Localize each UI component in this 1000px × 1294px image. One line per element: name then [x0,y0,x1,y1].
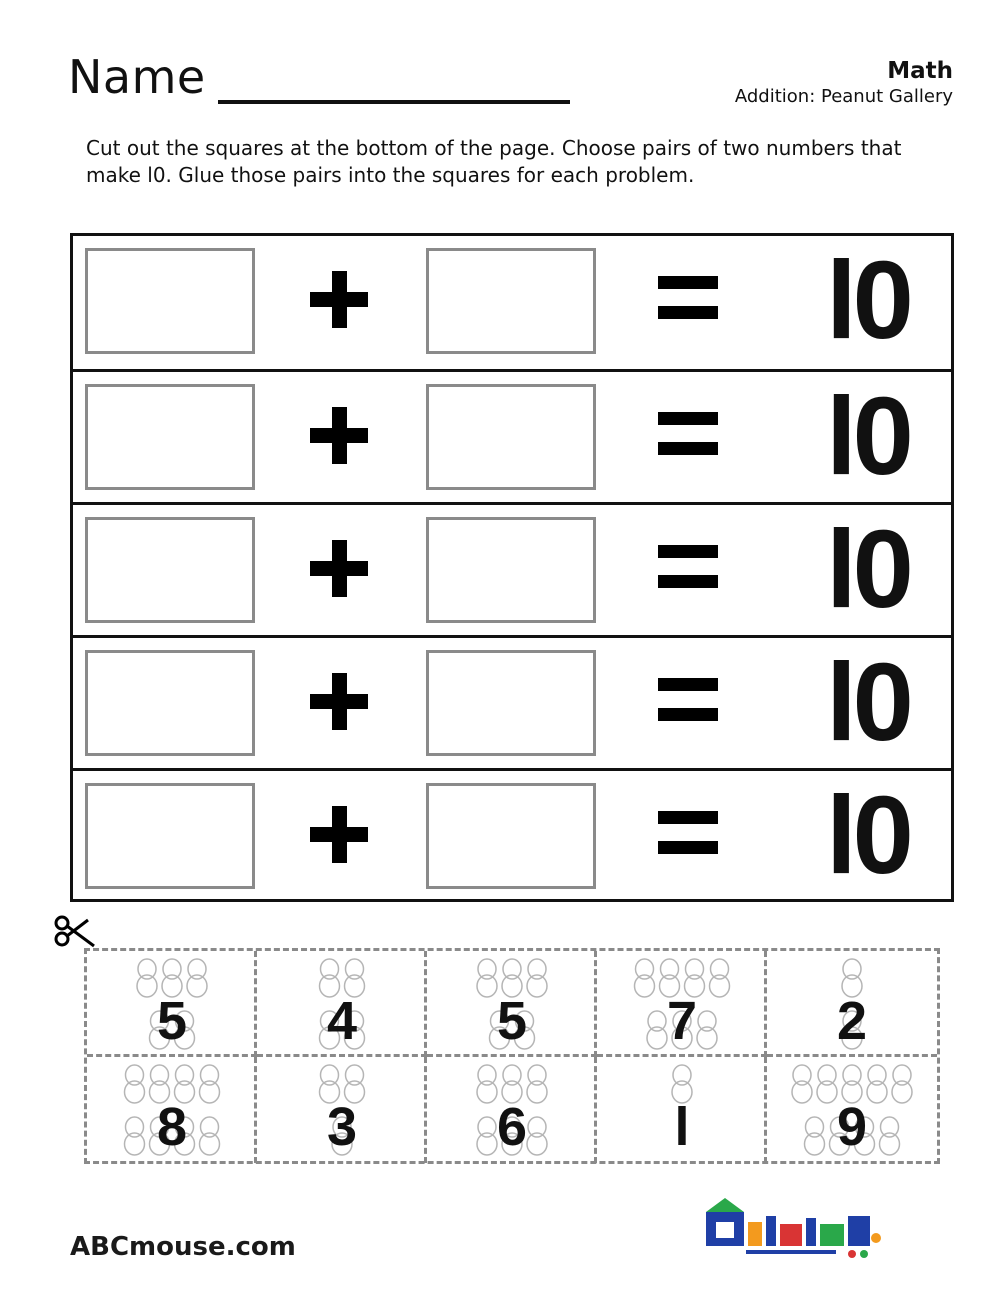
problem-row [73,635,951,768]
publisher-logo [706,1198,892,1260]
cutout-number: 9 [836,1097,868,1157]
instructions-text: Cut out the squares at the bottom of the page. Choose pairs of two numbers that make l0. Glue those pairs into the squares for each problem. [86,136,902,187]
cutout-card[interactable] [767,1057,937,1163]
cutout-number: 5 [156,991,188,1051]
blank-addend-1[interactable] [85,650,255,756]
sum-value: l0 [826,375,910,498]
problem-row [73,768,951,901]
plus-sign [310,658,368,748]
problem-row [73,369,951,502]
cutout-number: 4 [326,991,358,1051]
problem-row [73,502,951,635]
plus-sign [310,392,368,482]
cutout-card[interactable] [257,951,427,1057]
topic-subtitle: Addition: Peanut Gallery [734,86,953,107]
equals-sign [658,545,718,591]
cutout-number: 8 [156,1097,188,1157]
sum-value: l0 [826,508,910,631]
blank-addend-2[interactable] [426,650,596,756]
plus-sign [310,256,368,346]
sum-value: l0 [826,641,910,764]
cutout-card[interactable] [257,1057,427,1163]
blank-addend-2[interactable] [426,517,596,623]
abcmouse-logo [70,1232,296,1262]
cutout-card[interactable] [87,951,257,1057]
abcmouse-logo-text: ABCmouse.com [70,1232,296,1262]
equals-sign [658,276,718,322]
equals-sign [658,412,718,458]
blank-addend-1[interactable] [85,517,255,623]
cutout-card[interactable] [427,1057,597,1163]
cutout-grid [84,948,940,1164]
cutout-card[interactable] [767,951,937,1057]
equals-sign [658,678,718,724]
name-line[interactable] [218,100,570,104]
equals-sign [658,811,718,857]
cutout-card[interactable] [87,1057,257,1163]
blank-addend-2[interactable] [426,248,596,354]
sum-value: l0 [826,774,910,897]
plus-sign [310,791,368,881]
blank-addend-1[interactable] [85,783,255,889]
problem-row [73,236,951,369]
cutout-card[interactable] [597,1057,767,1163]
cutout-number: 7 [666,991,698,1051]
blank-addend-2[interactable] [426,384,596,490]
cutout-number: l [674,1097,690,1157]
blank-addend-2[interactable] [426,783,596,889]
cutout-number: 3 [326,1097,358,1157]
sum-value: l0 [826,239,910,362]
subject-title: Math [887,58,953,84]
cutout-number: 2 [836,991,868,1051]
problem-table [70,233,954,902]
name-label: Name [68,50,206,104]
blank-addend-1[interactable] [85,384,255,490]
plus-sign [310,525,368,615]
cutout-number: 5 [496,991,528,1051]
blank-addend-1[interactable] [85,248,255,354]
cutout-number: 6 [496,1097,528,1157]
cutout-card[interactable] [427,951,597,1057]
cutout-card[interactable] [597,951,767,1057]
